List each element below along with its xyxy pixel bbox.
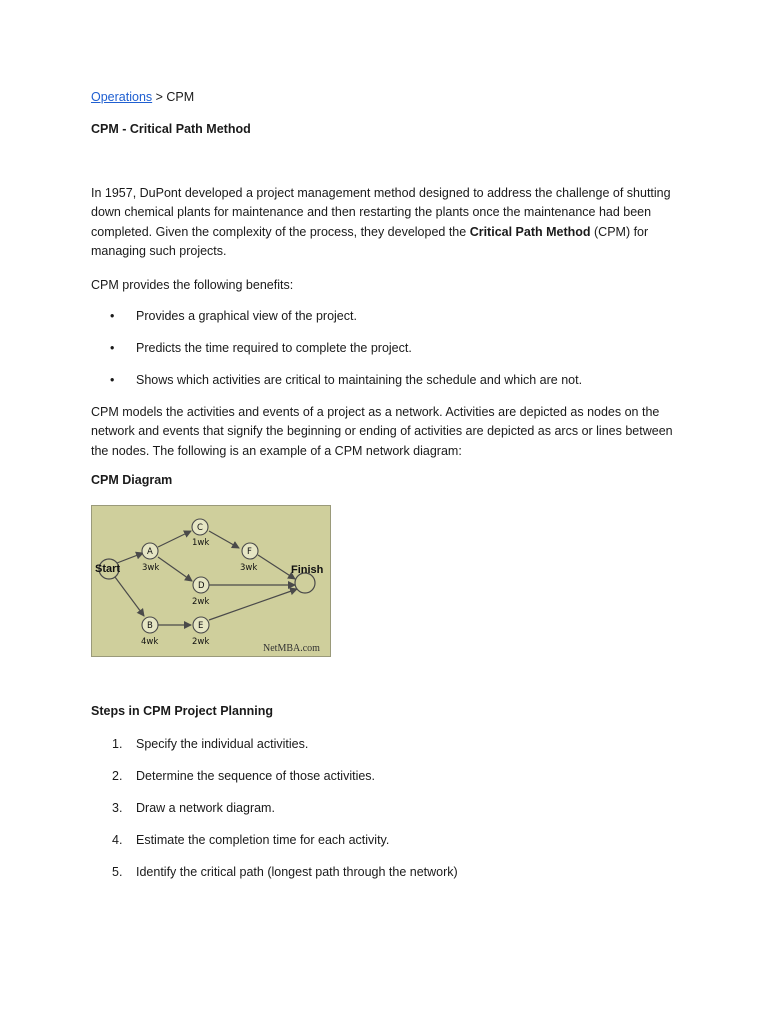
- network-paragraph: CPM models the activities and events of a project as a network. Activities are depicted as nodes on the network and events that signify the beginning or ending of activities are depicted as arcs or lines between the nodes. The following is an example of a CPM network diagram:: [91, 405, 673, 458]
- node-c-label: C: [197, 523, 203, 533]
- node-f-duration: 3wk: [240, 563, 258, 573]
- step-number: 2.: [112, 769, 123, 783]
- steps-list: [112, 735, 458, 895]
- list-item: [110, 371, 582, 403]
- benefits-intro: CPM provides the following benefits:: [91, 278, 294, 292]
- node-b-label: B: [147, 621, 153, 631]
- steps-heading: Steps in CPM Project Planning: [91, 704, 273, 718]
- benefit-text: Shows which activities are critical to maintaining the schedule and which are not.: [136, 373, 583, 387]
- diagram-heading: CPM Diagram: [91, 473, 173, 487]
- intro-text-before: In 1957, DuPont developed a project management method designed to address the challenge of shutting down chemical plants for maintenance and then restarting the plants once the maintenance had been completed. Given the complexity of the process, they developed the: [91, 186, 671, 239]
- list-item: [112, 767, 458, 799]
- finish-event-icon: [295, 573, 315, 593]
- intro-paragraph: [91, 184, 681, 261]
- node-f-label: F: [247, 547, 252, 557]
- bullet-icon: •: [110, 341, 115, 355]
- finish-label: Finish: [291, 564, 324, 576]
- bullet-icon: •: [110, 309, 115, 323]
- breadcrumb-link-operations[interactable]: Operations: [91, 90, 153, 104]
- step-text: Draw a network diagram.: [136, 801, 275, 815]
- bullet-icon: •: [110, 373, 115, 387]
- step-number: 1.: [112, 737, 123, 751]
- node-a-duration: 3wk: [142, 563, 160, 573]
- list-item: [112, 799, 458, 831]
- benefits-list: [110, 307, 582, 403]
- diagram-watermark: NetMBA.com: [263, 643, 320, 654]
- page-title: CPM - Critical Path Method: [91, 122, 251, 136]
- step-number: 5.: [112, 865, 123, 879]
- breadcrumb-separator: >: [152, 90, 167, 104]
- step-text: Determine the sequence of those activities.: [136, 769, 376, 783]
- list-item: [112, 831, 458, 863]
- benefit-text: Provides a graphical view of the project.: [136, 309, 357, 323]
- breadcrumb: [91, 90, 194, 104]
- list-item: [112, 735, 458, 767]
- node-a-label: A: [147, 547, 153, 557]
- benefit-text: Predicts the time required to complete the project.: [136, 341, 412, 355]
- node-d-duration: 2wk: [192, 597, 210, 607]
- intro-strong: Critical Path Method: [469, 224, 591, 239]
- node-b-duration: 4wk: [141, 637, 159, 647]
- list-item: [112, 863, 458, 895]
- list-item: [110, 339, 582, 371]
- step-number: 4.: [112, 833, 123, 847]
- step-text: Specify the individual activities.: [136, 737, 309, 751]
- node-e-duration: 2wk: [192, 637, 210, 647]
- start-label: Start: [95, 563, 121, 575]
- step-number: 3.: [112, 801, 123, 815]
- cpm-network-diagram: [91, 505, 331, 657]
- breadcrumb-current: CPM: [166, 90, 195, 104]
- node-d-label: D: [198, 581, 205, 591]
- step-text: Estimate the completion time for each activity.: [136, 833, 390, 847]
- node-e-label: E: [198, 621, 204, 631]
- intro-text-after: (CPM) for managing such projects.: [91, 224, 649, 258]
- step-text: Identify the critical path (longest path through the network): [136, 865, 458, 879]
- node-c-duration: 1wk: [192, 538, 210, 548]
- list-item: [110, 307, 582, 339]
